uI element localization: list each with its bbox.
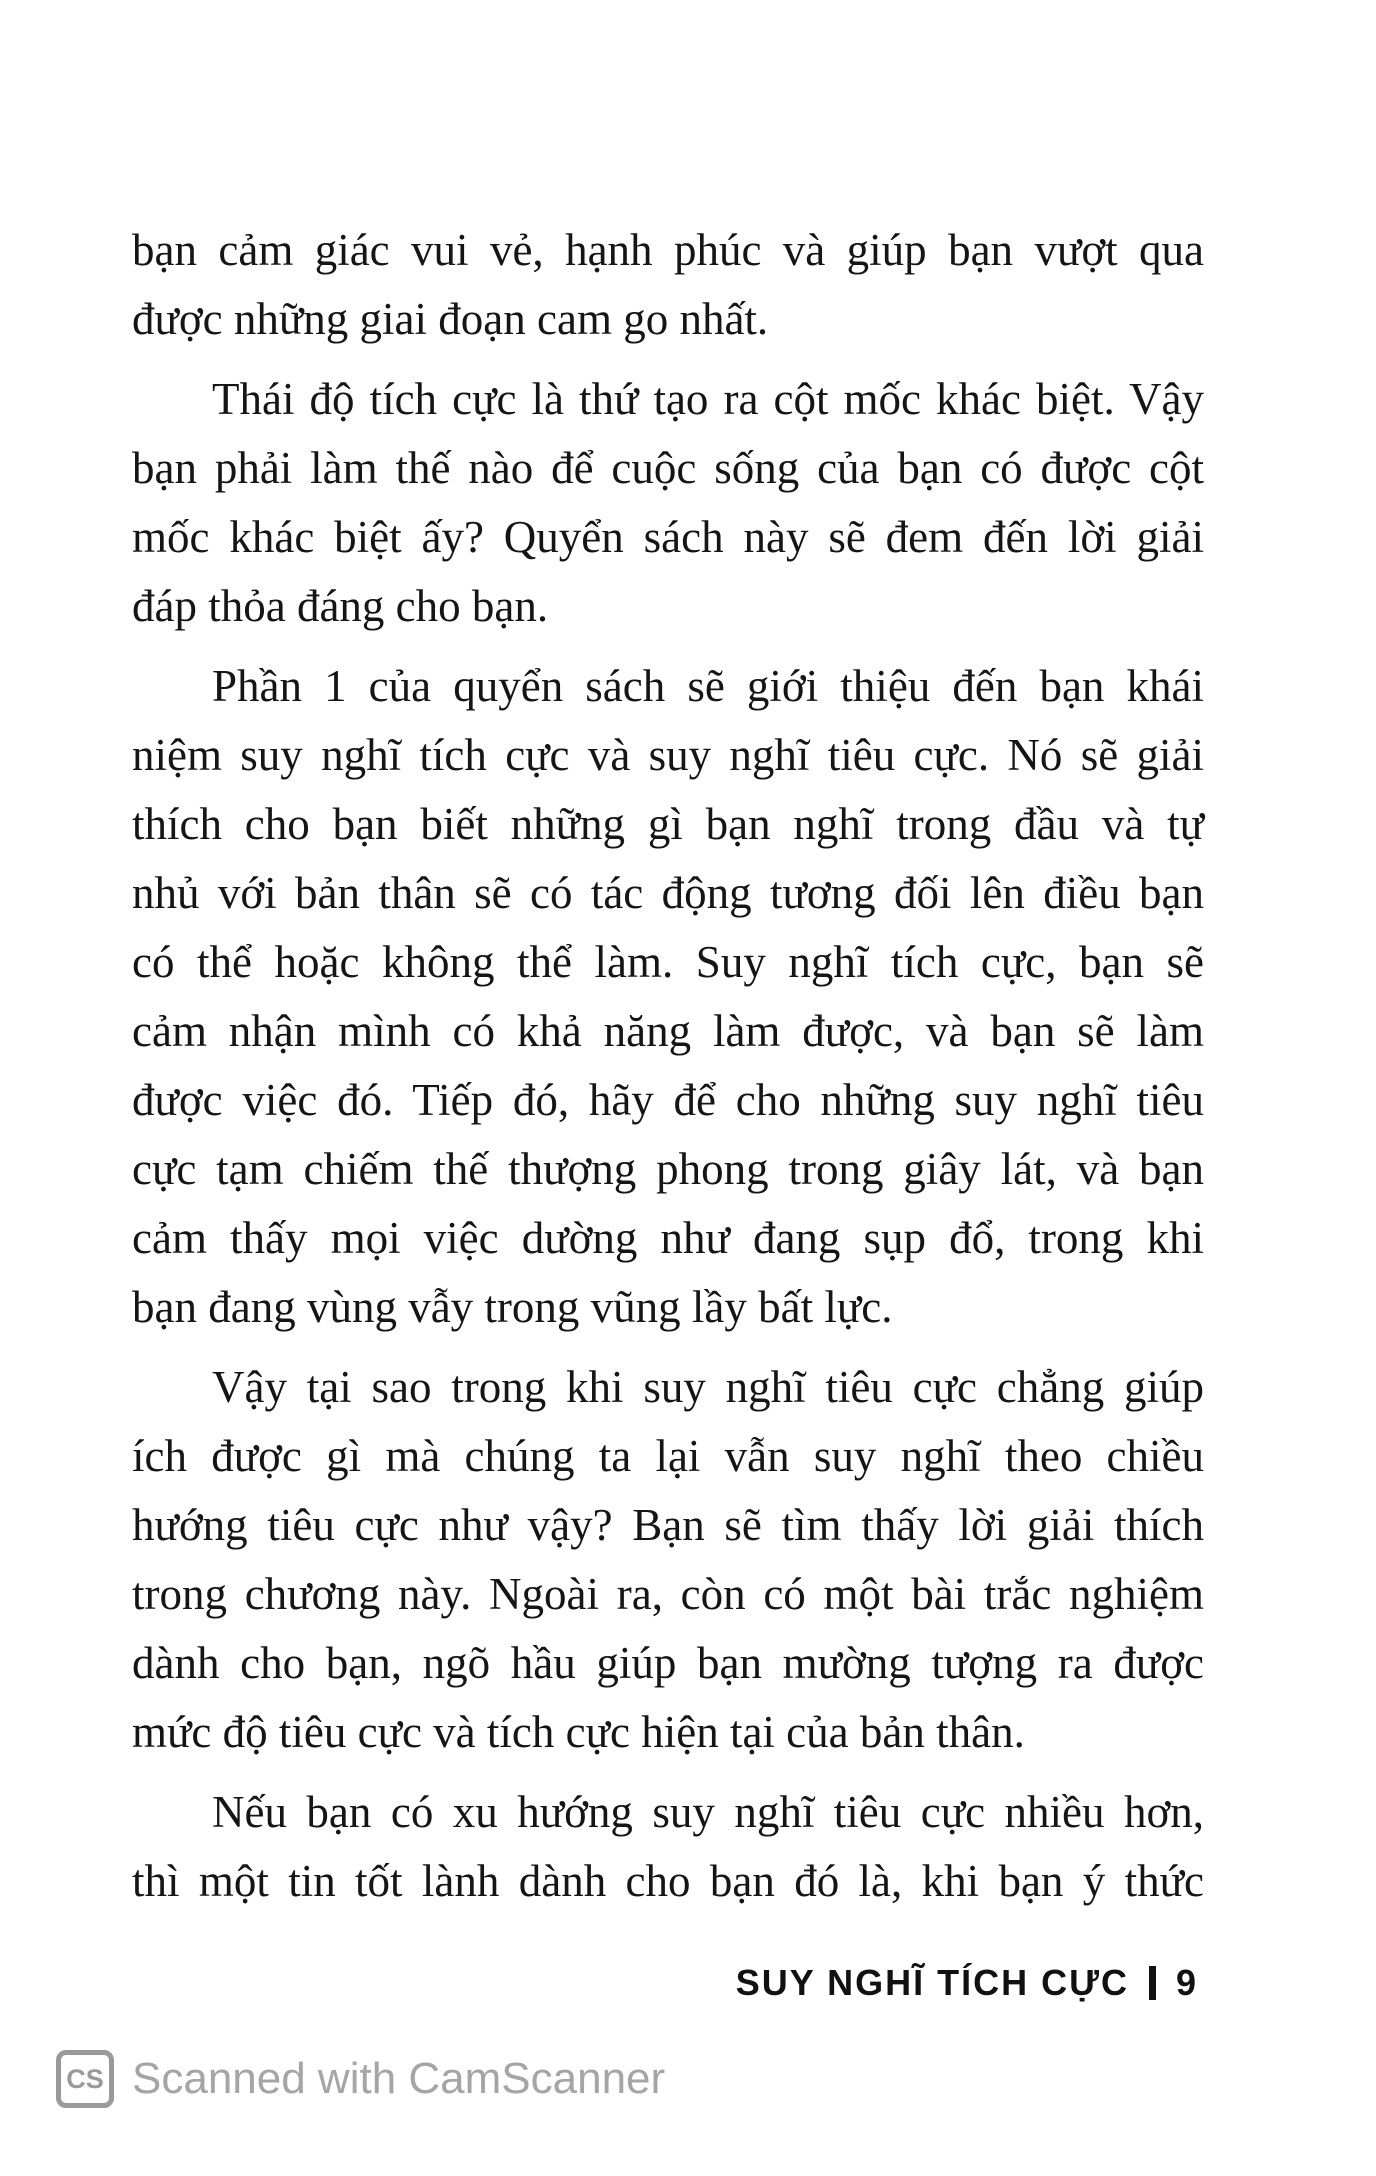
text-line: Phần 1 của quyển sách sẽ giới thiệu đến bạn khái (212, 661, 1204, 711)
camscanner-watermark (56, 2050, 665, 2108)
camscanner-logo-icon: CS (56, 2050, 114, 2108)
text-line: hướng tiêu cực như vậy? Bạn sẽ tìm thấy lời giải thích (132, 1500, 1204, 1550)
footer-divider (1149, 1966, 1156, 2000)
text-line: Nếu bạn có xu hướng suy nghĩ tiêu cực nhiều hơn, (212, 1787, 1204, 1837)
text-line: mức độ tiêu cực và tích cực hiện tại của bản thân. (132, 1707, 1025, 1757)
text-line: được những giai đoạn cam go nhất. (132, 294, 769, 344)
text-line: đáp thỏa đáng cho bạn. (132, 581, 549, 631)
text-line: mốc khác biệt ấy? Quyển sách này sẽ đem đến lời giải (132, 512, 1204, 562)
page-number: 9 (1175, 1962, 1198, 2003)
text-line: nhủ với bản thân sẽ có tác động tương đối lên điều bạn (132, 868, 1204, 918)
text-line: bạn cảm giác vui vẻ, hạnh phúc và giúp bạn vượt qua (132, 225, 1204, 275)
page-footer (736, 1962, 1198, 2004)
text-line: bạn phải làm thế nào để cuộc sống của bạn có được cột (132, 443, 1204, 493)
running-title: SUY NGHĨ TÍCH CỰC (735, 1962, 1129, 2003)
text-line: niệm suy nghĩ tích cực và suy nghĩ tiêu cực. Nó sẽ giải (132, 730, 1204, 780)
text-line: được việc đó. Tiếp đó, hãy để cho những suy nghĩ tiêu (132, 1075, 1204, 1125)
text-line: có thể hoặc không thể làm. Suy nghĩ tích cực, bạn sẽ (132, 937, 1204, 987)
body-text (132, 216, 1204, 1927)
text-line: dành cho bạn, ngõ hầu giúp bạn mường tượng ra được (132, 1638, 1204, 1688)
paragraph-5 (132, 1778, 1204, 1916)
text-line: Vậy tại sao trong khi suy nghĩ tiêu cực chẳng giúp (212, 1362, 1204, 1412)
text-line: cảm thấy mọi việc dường như đang sụp đổ, trong khi (132, 1213, 1204, 1263)
paragraph-3 (132, 652, 1204, 1342)
text-line: thì một tin tốt lành dành cho bạn đó là, khi bạn ý thức (132, 1856, 1204, 1906)
text-line: ích được gì mà chúng ta lại vẫn suy nghĩ theo chiều (132, 1431, 1204, 1481)
text-line: trong chương này. Ngoài ra, còn có một bài trắc nghiệm (132, 1569, 1204, 1619)
text-line: thích cho bạn biết những gì bạn nghĩ trong đầu và tự (132, 799, 1204, 849)
text-line: cảm nhận mình có khả năng làm được, và bạn sẽ làm (132, 1006, 1204, 1056)
paragraph-2 (132, 365, 1204, 641)
paragraph-4 (132, 1353, 1204, 1767)
text-line: Thái độ tích cực là thứ tạo ra cột mốc khác biệt. Vậy (212, 374, 1204, 424)
text-line: bạn đang vùng vẫy trong vũng lầy bất lực. (132, 1282, 893, 1332)
text-line: cực tạm chiếm thế thượng phong trong giây lát, và bạn (132, 1144, 1204, 1194)
paragraph-1 (132, 216, 1204, 354)
watermark-text: Scanned with CamScanner (132, 2054, 666, 2103)
